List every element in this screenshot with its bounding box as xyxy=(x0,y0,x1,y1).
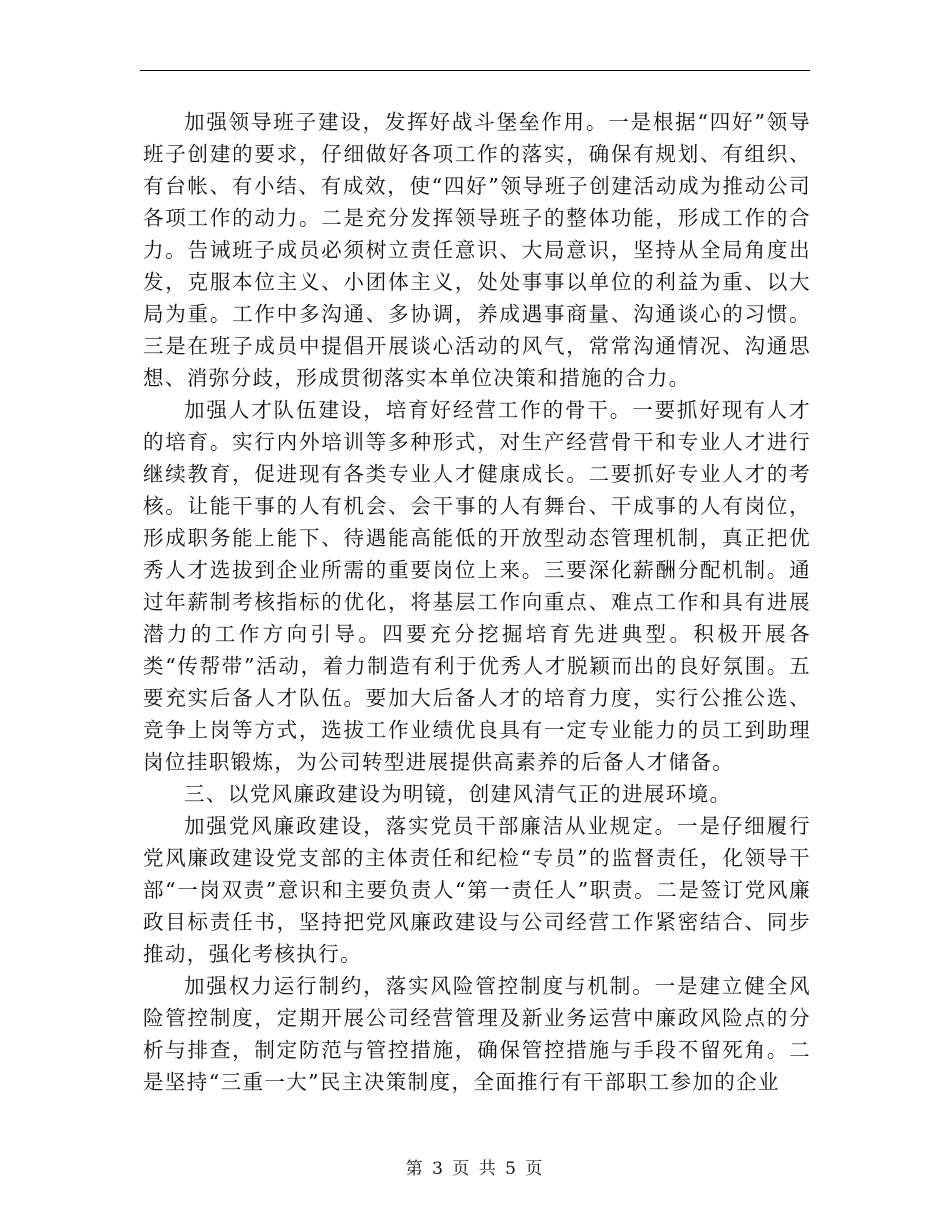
paragraph-leadership: 加强领导班子建设，发挥好战斗堡垒作用。一是根据“四好”领导班子创建的要求，仔细做好各项工作的落实，确保有规划、有组织、有台帐、有小结、有成效，使“四好”领导班子创建活动成为推动公司各项工作的动力。二是充分发挥领导班子的整体功能，形成工作的合力。告诫班子成员必须树立责任意识、大局意识，坚持从全局角度出发，克服本位主义、小团体主义，处处事事以单位的利益为重、以大局为重。工作中多沟通、多协调，养成遇事商量、沟通谈心的习惯。三是在班子成员中提倡开展谈心活动的风气，常常沟通情况、沟通思想、消弥分歧，形成贯彻落实本单位决策和措施的合力。 xyxy=(143,110,811,390)
paragraph-talent: 加强人才队伍建设，培育好经营工作的骨干。一要抓好现有人才的培育。实行内外培训等多种形式，对生产经营骨干和专业人才进行继续教育，促进现有各类专业人才健康成长。二要抓好专业人才的考核。让能干事的人有机会、会干事的人有舞台、干成事的人有岗位，形成职务能上能下、待遇能高能低的开放型动态管理机制，真正把优秀人才选拔到企业所需的重要岗位上来。三要深化薪酬分配机制。通过年薪制考核指标的优化，将基层工作向重点、难点工作和具有进展潜力的工作方向引导。四要充分挖掘培育先进典型。积极开展各类“传帮带”活动，着力制造有利于优秀人才脱颖而出的良好氛围。五要充实后备人才队伍。要加大后备人才的培育力度，实行公推公选、竞争上岗等方式，选拔工作业绩优良具有一定专业能力的员工到助理岗位挂职锻炼，为公司转型进展提供高素养的后备人才储备。 xyxy=(143,398,811,774)
paragraph-integrity: 加强党风廉政建设，落实党员干部廉洁从业规定。一是仔细履行党风廉政建设党支部的主体责任和纪检“专员”的监督责任，化领导干部“一岗双责”意识和主要负责人“第一责任人”职责。二是签订党风廉政目标责任书，坚持把党风廉政建设与公司经营工作紧密结合、同步推动，强化考核执行。 xyxy=(143,814,811,966)
section-heading-integrity: 三、以党风廉政建设为明镜，创建风清气正的进展环境。 xyxy=(184,782,732,806)
page-number: 第 3 页 共 5 页 xyxy=(405,1159,545,1179)
document-body xyxy=(143,106,811,1098)
paragraph-risk-control: 加强权力运行制约，落实风险管控制度与机制。一是建立健全风险管控制度，定期开展公司经营管理及新业务运营中廉政风险点的分析与排查，制定防范与管控措施，确保管控措施与手段不留死角。二是坚持“三重一大”民主决策制度，全面推行有干部职工参加的企业 xyxy=(143,974,811,1094)
header-rule xyxy=(140,70,810,71)
